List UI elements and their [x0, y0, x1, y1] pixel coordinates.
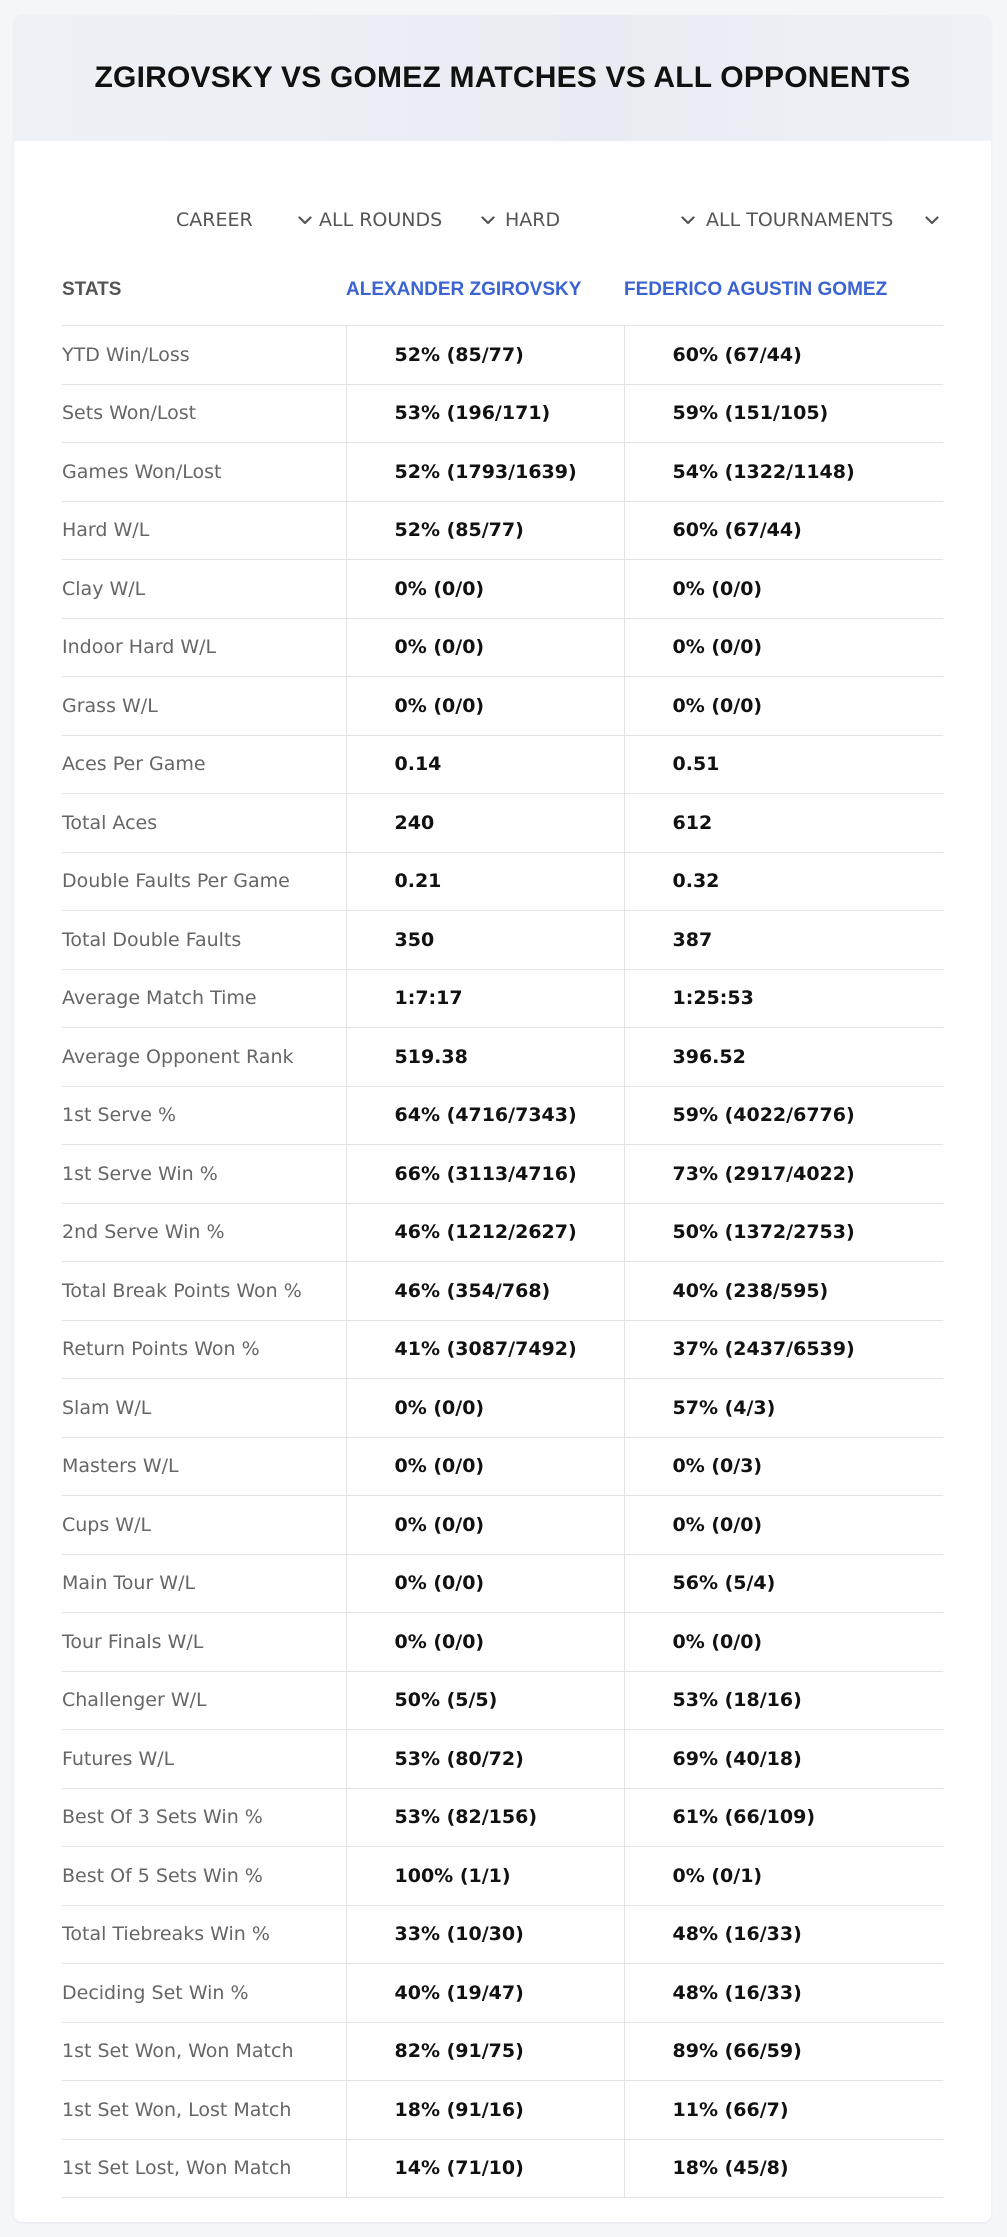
stat-label: Deciding Set Win % — [62, 1964, 346, 2023]
player2-stat-value: 11% (66/7) — [624, 2081, 943, 2140]
surface-filter-value: HARD — [505, 209, 561, 231]
stat-label: Slam W/L — [62, 1379, 346, 1438]
player1-stat-value: 100% (1/1) — [346, 1847, 624, 1906]
player2-stat-value: 0% (0/3) — [624, 1437, 943, 1496]
player1-stat-value: 52% (85/77) — [346, 501, 624, 560]
table-row — [62, 1554, 943, 1613]
table-row — [62, 1905, 943, 1964]
stat-label: Futures W/L — [62, 1730, 346, 1789]
stat-label: YTD Win/Loss — [62, 326, 346, 385]
career-filter-select[interactable] — [176, 198, 312, 242]
table-row — [62, 1203, 943, 1262]
player2-stat-value: 60% (67/44) — [624, 326, 943, 385]
table-row — [62, 1671, 943, 1730]
stat-label: Grass W/L — [62, 677, 346, 736]
player1-stat-value: 18% (91/16) — [346, 2081, 624, 2140]
chevron-down-icon — [681, 213, 695, 227]
player2-stat-value: 0% (0/0) — [624, 618, 943, 677]
player1-stat-value: 0% (0/0) — [346, 1554, 624, 1613]
player2-stat-value: 0% (0/1) — [624, 1847, 943, 1906]
table-body — [62, 326, 943, 2198]
table-row — [62, 1437, 943, 1496]
stat-label: Aces Per Game — [62, 735, 346, 794]
stat-label: Hard W/L — [62, 501, 346, 560]
table-row — [62, 1496, 943, 1555]
table-row — [62, 2081, 943, 2140]
stat-label: Sets Won/Lost — [62, 384, 346, 443]
player1-stat-value: 66% (3113/4716) — [346, 1145, 624, 1204]
stat-label: Best Of 5 Sets Win % — [62, 1847, 346, 1906]
player1-stat-value: 0.14 — [346, 735, 624, 794]
player2-stat-value: 0% (0/0) — [624, 677, 943, 736]
player2-stat-value: 73% (2917/4022) — [624, 1145, 943, 1204]
table-header-row — [62, 255, 943, 326]
stat-label: Masters W/L — [62, 1437, 346, 1496]
table-row — [62, 1086, 943, 1145]
player2-stat-value: 59% (151/105) — [624, 384, 943, 443]
career-filter-value: CAREER — [176, 209, 253, 231]
player2-stat-value: 69% (40/18) — [624, 1730, 943, 1789]
stat-label: Challenger W/L — [62, 1671, 346, 1730]
table-row — [62, 852, 943, 911]
stats-table — [62, 255, 943, 2198]
table-row — [62, 1379, 943, 1438]
table-row — [62, 1788, 943, 1847]
stat-label: 1st Serve % — [62, 1086, 346, 1145]
player2-stat-value: 1:25:53 — [624, 969, 943, 1028]
player2-stat-value: 40% (238/595) — [624, 1262, 943, 1321]
table-row — [62, 2022, 943, 2081]
stat-label: Total Double Faults — [62, 911, 346, 970]
rounds-filter-select[interactable] — [319, 198, 495, 242]
stat-label: 1st Set Lost, Won Match — [62, 2139, 346, 2198]
table-row — [62, 794, 943, 853]
stat-label: 2nd Serve Win % — [62, 1203, 346, 1262]
stat-label: Best Of 3 Sets Win % — [62, 1788, 346, 1847]
table-row — [62, 911, 943, 970]
filter-bar — [14, 198, 991, 242]
stat-label: Clay W/L — [62, 560, 346, 619]
tournaments-filter-select[interactable] — [706, 198, 939, 242]
player1-stat-value: 1:7:17 — [346, 969, 624, 1028]
player1-stat-value: 0% (0/0) — [346, 618, 624, 677]
player1-stat-value: 0.21 — [346, 852, 624, 911]
player1-stat-value: 52% (85/77) — [346, 326, 624, 385]
stat-label: Average Match Time — [62, 969, 346, 1028]
player1-stat-value: 46% (1212/2627) — [346, 1203, 624, 1262]
tournaments-filter-value: ALL TOURNAMENTS — [706, 209, 894, 231]
player1-stat-value: 40% (19/47) — [346, 1964, 624, 2023]
player2-stat-value: 396.52 — [624, 1028, 943, 1087]
player2-stat-value: 387 — [624, 911, 943, 970]
player1-stat-value: 64% (4716/7343) — [346, 1086, 624, 1145]
player1-stat-value: 14% (71/10) — [346, 2139, 624, 2198]
player1-column-header[interactable]: ALEXANDER ZGIROVSKY — [346, 255, 624, 326]
player2-stat-value: 54% (1322/1148) — [624, 443, 943, 502]
player1-stat-value: 50% (5/5) — [346, 1671, 624, 1730]
player1-stat-value: 350 — [346, 911, 624, 970]
stat-label: Tour Finals W/L — [62, 1613, 346, 1672]
page-title: ZGIROVSKY VS GOMEZ MATCHES VS ALL OPPONENTS — [94, 61, 911, 94]
player2-stat-value: 50% (1372/2753) — [624, 1203, 943, 1262]
player1-stat-value: 0% (0/0) — [346, 1379, 624, 1438]
stats-card — [14, 15, 991, 2222]
table-row — [62, 735, 943, 794]
stat-label: 1st Set Won, Won Match — [62, 2022, 346, 2081]
surface-filter-select[interactable] — [505, 198, 695, 242]
stat-label: Cups W/L — [62, 1496, 346, 1555]
player2-stat-value: 57% (4/3) — [624, 1379, 943, 1438]
stats-column-header: STATS — [62, 255, 346, 326]
stat-label: Total Aces — [62, 794, 346, 853]
player2-stat-value: 48% (16/33) — [624, 1905, 943, 1964]
player1-stat-value: 33% (10/30) — [346, 1905, 624, 1964]
player1-stat-value: 0% (0/0) — [346, 1613, 624, 1672]
table-row — [62, 618, 943, 677]
table-row — [62, 1964, 943, 2023]
table-row — [62, 1028, 943, 1087]
table-row — [62, 1613, 943, 1672]
table-row — [62, 1320, 943, 1379]
player2-stat-value: 53% (18/16) — [624, 1671, 943, 1730]
table-row — [62, 969, 943, 1028]
table-row — [62, 1145, 943, 1204]
chevron-down-icon — [925, 213, 939, 227]
player1-stat-value: 0% (0/0) — [346, 1437, 624, 1496]
stat-label: Return Points Won % — [62, 1320, 346, 1379]
player2-stat-value: 0% (0/0) — [624, 1613, 943, 1672]
chevron-down-icon — [481, 213, 495, 227]
rounds-filter-value: ALL ROUNDS — [319, 209, 443, 231]
table-row — [62, 1262, 943, 1321]
table-row — [62, 326, 943, 385]
player2-stat-value: 89% (66/59) — [624, 2022, 943, 2081]
player1-stat-value: 0% (0/0) — [346, 1496, 624, 1555]
table-row — [62, 1847, 943, 1906]
player2-stat-value: 612 — [624, 794, 943, 853]
player2-stat-value: 0% (0/0) — [624, 1496, 943, 1555]
table-row — [62, 384, 943, 443]
player1-stat-value: 53% (80/72) — [346, 1730, 624, 1789]
player2-stat-value: 0.32 — [624, 852, 943, 911]
table-row — [62, 560, 943, 619]
player1-stat-value: 53% (82/156) — [346, 1788, 624, 1847]
player1-stat-value: 0% (0/0) — [346, 677, 624, 736]
table-row — [62, 443, 943, 502]
table-row — [62, 677, 943, 736]
chevron-down-icon — [298, 213, 312, 227]
player2-stat-value: 48% (16/33) — [624, 1964, 943, 2023]
player1-stat-value: 240 — [346, 794, 624, 853]
stat-label: Main Tour W/L — [62, 1554, 346, 1613]
player2-stat-value: 56% (5/4) — [624, 1554, 943, 1613]
table-row — [62, 1730, 943, 1789]
stat-label: 1st Set Won, Lost Match — [62, 2081, 346, 2140]
stat-label: Average Opponent Rank — [62, 1028, 346, 1087]
player2-stat-value: 0.51 — [624, 735, 943, 794]
player1-stat-value: 519.38 — [346, 1028, 624, 1087]
stat-label: 1st Serve Win % — [62, 1145, 346, 1204]
player2-stat-value: 59% (4022/6776) — [624, 1086, 943, 1145]
player1-stat-value: 46% (354/768) — [346, 1262, 624, 1321]
player1-stat-value: 53% (196/171) — [346, 384, 624, 443]
stat-label: Indoor Hard W/L — [62, 618, 346, 677]
player1-stat-value: 0% (0/0) — [346, 560, 624, 619]
card-header — [14, 15, 991, 141]
stat-label: Double Faults Per Game — [62, 852, 346, 911]
player1-stat-value: 82% (91/75) — [346, 2022, 624, 2081]
table-header — [62, 255, 943, 326]
player2-column-header[interactable]: FEDERICO AGUSTIN GOMEZ — [624, 255, 943, 326]
player1-stat-value: 41% (3087/7492) — [346, 1320, 624, 1379]
player2-stat-value: 18% (45/8) — [624, 2139, 943, 2198]
table-row — [62, 2139, 943, 2198]
player2-stat-value: 0% (0/0) — [624, 560, 943, 619]
stat-label: Games Won/Lost — [62, 443, 346, 502]
player2-stat-value: 37% (2437/6539) — [624, 1320, 943, 1379]
stat-label: Total Tiebreaks Win % — [62, 1905, 346, 1964]
stat-label: Total Break Points Won % — [62, 1262, 346, 1321]
player2-stat-value: 60% (67/44) — [624, 501, 943, 560]
player1-stat-value: 52% (1793/1639) — [346, 443, 624, 502]
player2-stat-value: 61% (66/109) — [624, 1788, 943, 1847]
table-row — [62, 501, 943, 560]
